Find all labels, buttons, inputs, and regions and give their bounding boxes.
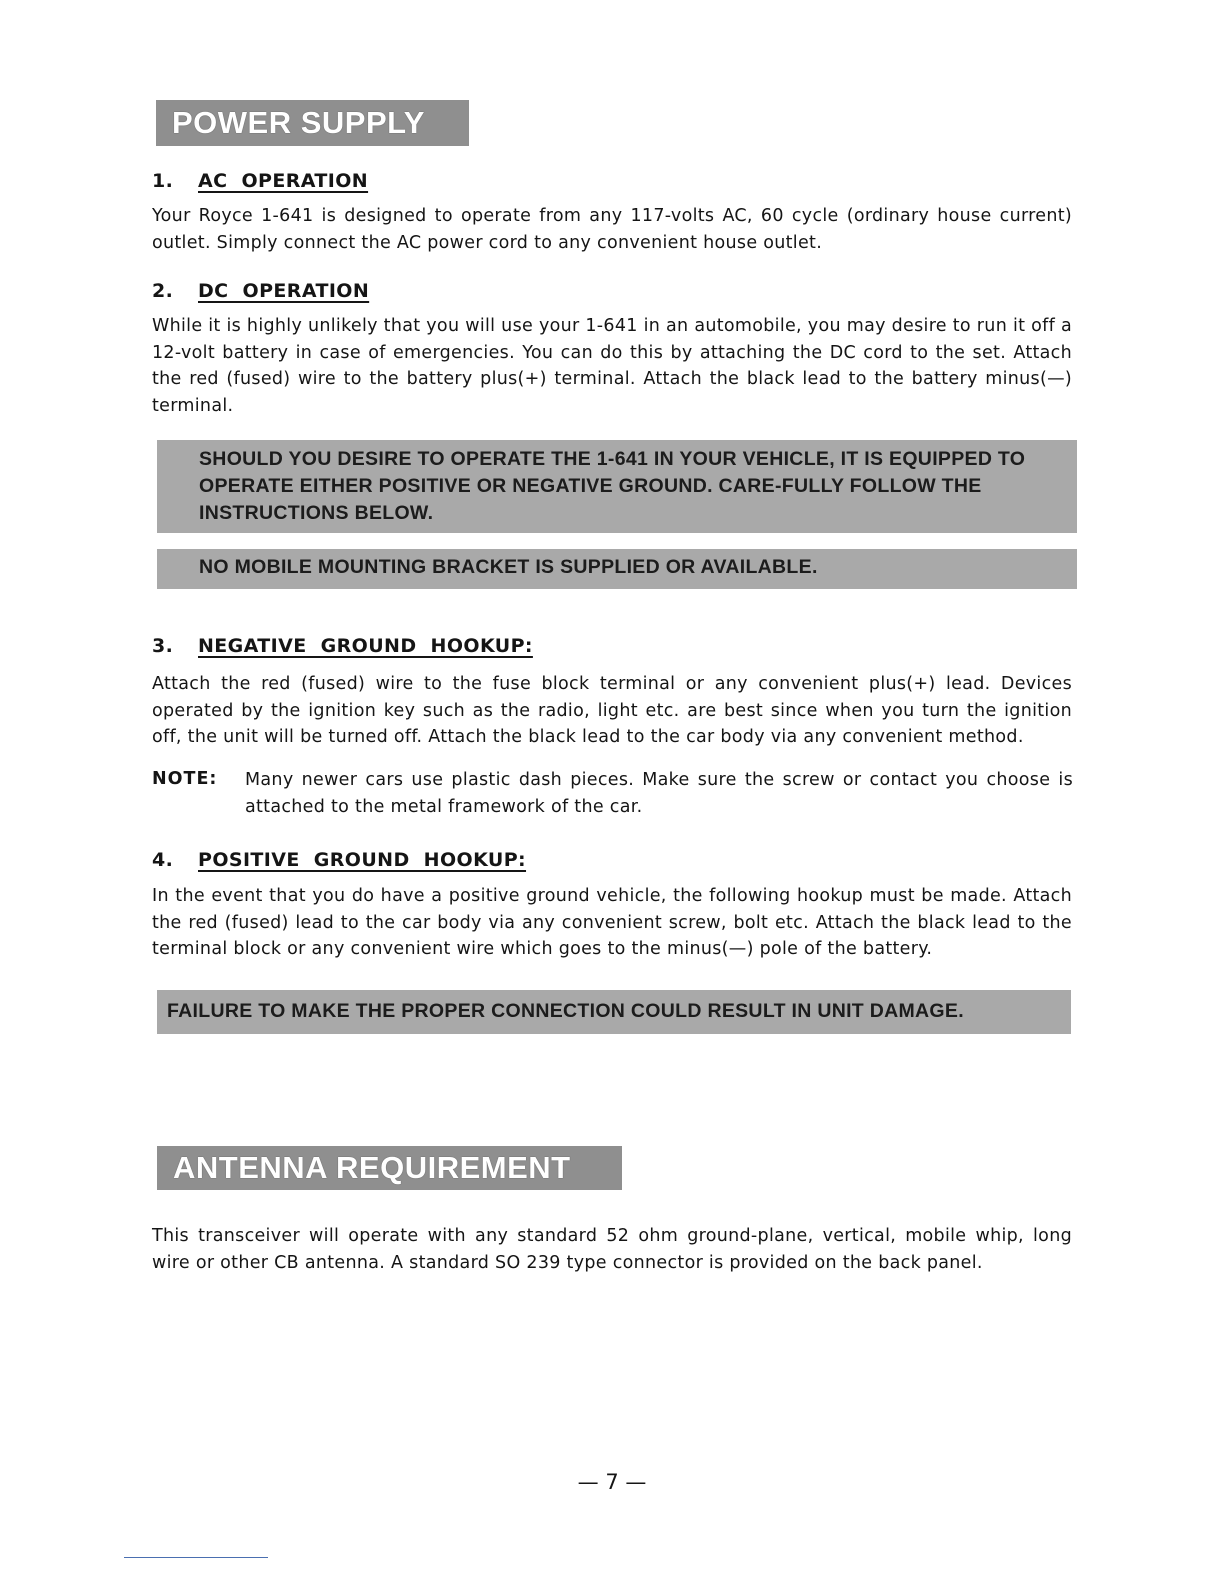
positive-ground-number: 4. xyxy=(152,849,174,871)
bracket-warning-box: NO MOBILE MOUNTING BRACKET IS SUPPLIED OR AVAILABLE. xyxy=(157,549,1077,589)
dc-operation-heading xyxy=(152,280,369,302)
antenna-requirement-banner: ANTENNA REQUIREMENT xyxy=(157,1146,622,1190)
page-number: — 7 — xyxy=(577,1470,647,1494)
note-label: NOTE: xyxy=(152,769,218,789)
negative-ground-heading xyxy=(152,635,533,657)
negative-ground-number: 3. xyxy=(152,635,174,657)
vehicle-warning-box: SHOULD YOU DESIRE TO OPERATE THE 1-641 IN YOUR VEHICLE, IT IS EQUIPPED TO OPERATE EITHER POSITIVE OR NEGATIVE GROUND. CARE-FULLY FOLLOW THE INSTRUCTIONS BELOW. xyxy=(157,440,1077,533)
ac-operation-title: AC OPERATION xyxy=(198,170,369,192)
negative-ground-title: NEGATIVE GROUND HOOKUP: xyxy=(198,635,533,657)
power-supply-banner: POWER SUPPLY xyxy=(156,100,469,146)
dc-operation-title: DC OPERATION xyxy=(198,280,370,302)
positive-ground-heading xyxy=(152,849,526,871)
ac-operation-number: 1. xyxy=(152,170,174,192)
ac-operation-heading xyxy=(152,170,368,192)
positive-ground-title: POSITIVE GROUND HOOKUP: xyxy=(198,849,527,871)
damage-warning-box: FAILURE TO MAKE THE PROPER CONNECTION COULD RESULT IN UNIT DAMAGE. xyxy=(157,990,1071,1034)
ac-operation-text: Your Royce 1-641 is designed to operate from any 117-volts AC, 60 cycle (ordinary house current) outlet. Simply connect the AC power cord to any convenient house outlet. xyxy=(152,206,1072,253)
footer-rule xyxy=(124,1557,268,1558)
dc-operation-text: While it is highly unlikely that you will use your 1-641 in an automobile, you may desire to run it off a 12-volt battery in case of emergencies. You can do this by attaching the DC cord to the set. Attach the red (fused) wire to the battery plus(+) terminal. Attach the black lead to the battery minus(—) terminal. xyxy=(152,316,1072,416)
antenna-requirement-text: This transceiver will operate with any standard 52 ohm ground-plane, vertical, mobile whip, long wire or other CB antenna. A standard SO 239 type connector is provided on the back panel. xyxy=(152,1226,1072,1273)
negative-ground-text: Attach the red (fused) wire to the fuse block terminal or any convenient plus(+) lead. Devices operated by the ignition key such as the radio, light etc. are best since when you turn the ignition off, the unit will be turned off. Attach the black lead to the car body via any convenient method. xyxy=(152,674,1072,747)
dc-operation-number: 2. xyxy=(152,280,174,302)
positive-ground-text: In the event that you do have a positive ground vehicle, the following hookup must be made. Attach the red (fused) lead to the car body via any convenient screw, bolt etc. Attach the black lead to the terminal block or any convenient wire which goes to the minus(—) pole of the battery. xyxy=(152,886,1072,959)
note-text: Many newer cars use plastic dash pieces. Make sure the screw or contact you choose is attached to the metal framework of the car. xyxy=(245,770,1073,817)
